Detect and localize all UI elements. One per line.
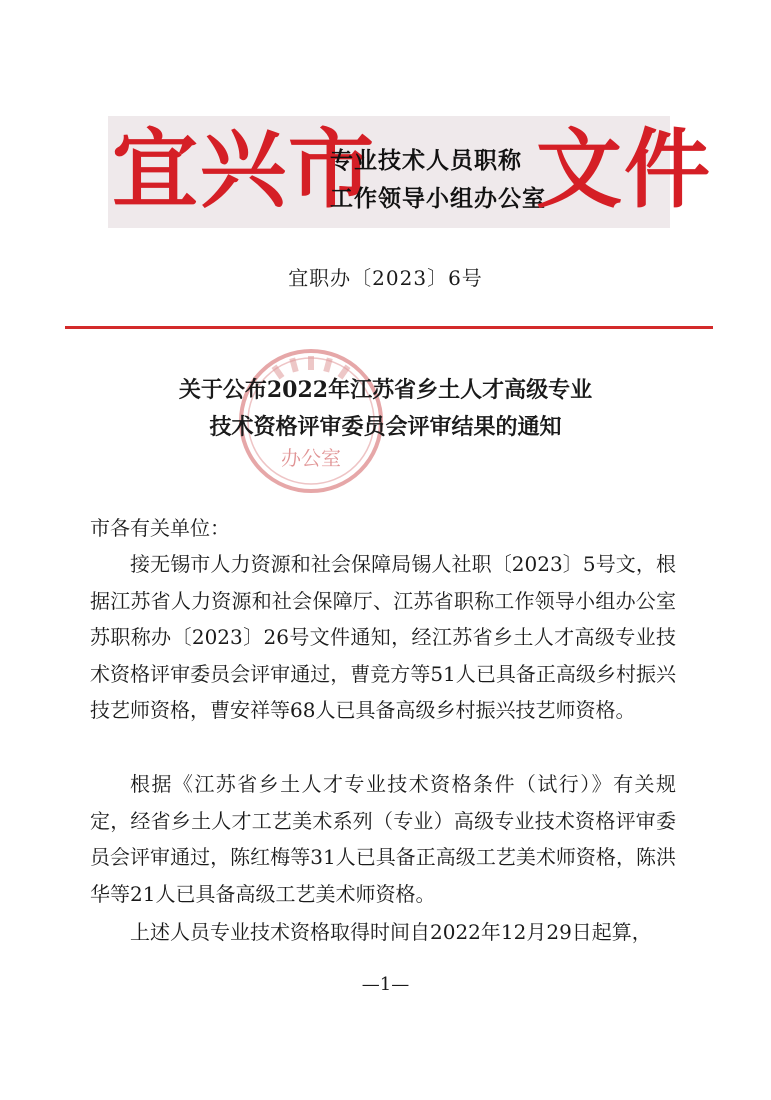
salutation: 市各有关单位： [90, 516, 230, 540]
notice-title-line-2: 技术资格评审委员会评审结果的通知 [209, 414, 562, 440]
seal-text: 办公室 [281, 446, 341, 470]
red-separator-rule [65, 326, 713, 329]
letterhead-document-word: 文件 [536, 119, 712, 220]
body-paragraph-3: 上述人员专业技术资格取得时间自2022年12月29日起算， [130, 920, 652, 944]
document-number: 宜职办〔2023〕6号 [288, 266, 483, 290]
letterhead-org-line-1: 专业技术人员职称 [330, 147, 522, 174]
page-number: —1— [361, 974, 410, 995]
notice-title-line-1: 关于公布2022年江苏省乡土人才高级专业 [178, 377, 593, 403]
letterhead-org-line-2: 工作领导小组办公室 [330, 185, 546, 212]
body-paragraph-1: 接无锡市人力资源和社会保障局锡人社职〔2023〕5号文，根据江苏省人力资源和社会保障厅、江苏省职称工作领导小组办公室苏职称办〔2023〕26号文件通知，经江苏省乡土人才高级专业技术资格评审委员会评审通过，曹竞方等51人已具备正高级乡村振兴技艺师资格，曹安祥等68人已具备高级乡村振兴技艺师资格。 [90, 552, 676, 723]
body-paragraph-2: 根据《江苏省乡土人才专业技术资格条件（试行）》有关规定，经省乡土人才工艺美术系列（专业）高级专业技术资格评审委员会评审通过，陈红梅等31人已具备正高级工艺美术师资格，陈洪华等21人已具备高级工艺美术师资格。 [90, 772, 676, 906]
letterhead-city: 宜兴市 [112, 119, 376, 220]
